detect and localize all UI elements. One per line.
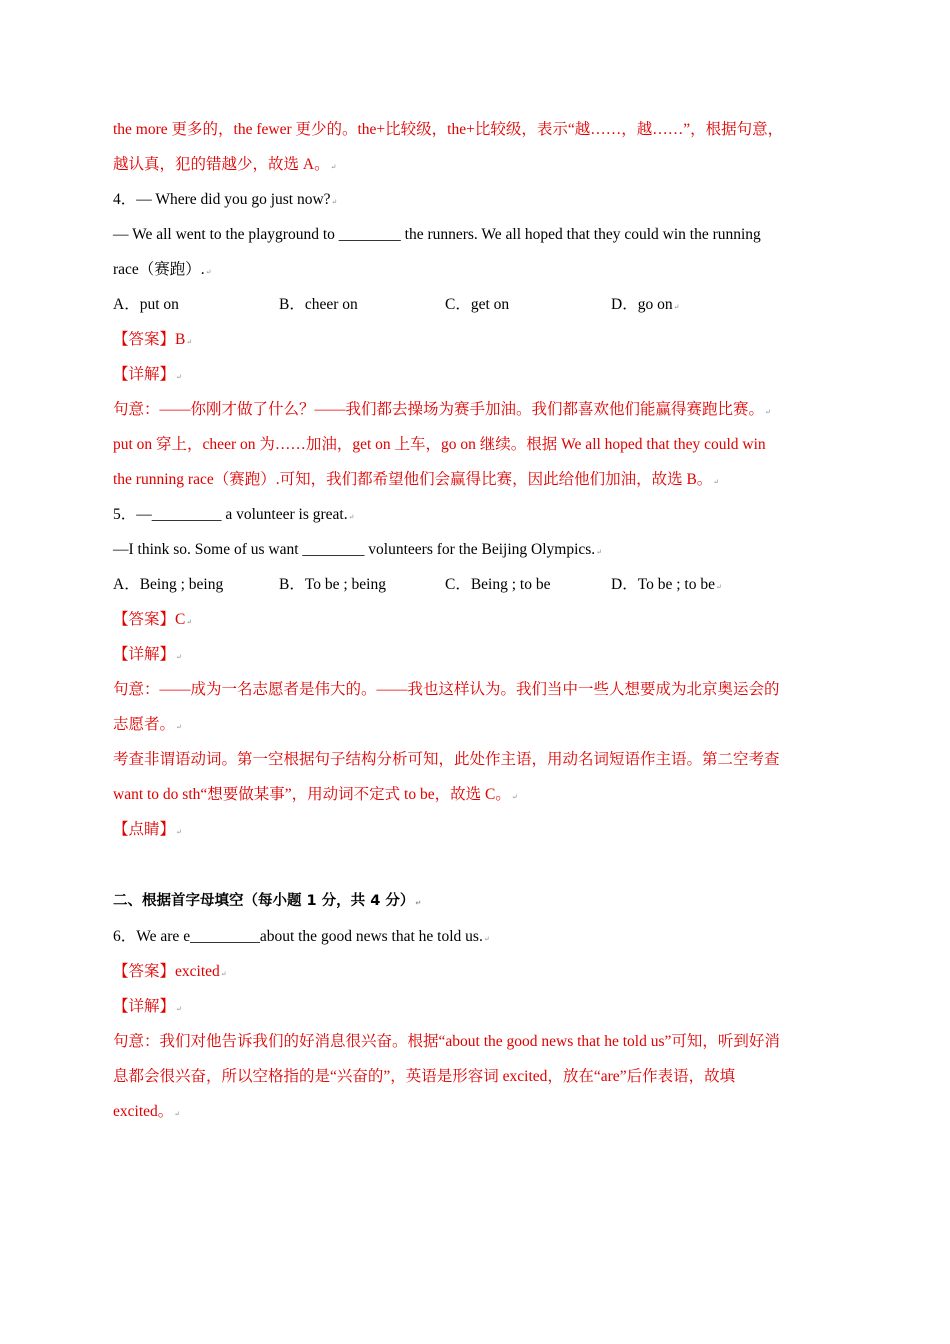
q4-prompt-line-1: 4．— Where did you go just now?↵ [113,191,338,208]
q5-detail-label: 【详解】↵ [113,646,182,663]
q4-option-a: A．put on [113,296,179,313]
q5-prompt-line-2: —I think so. Some of us want ________ volunteers for the Beijing Olympics.↵ [113,541,603,558]
paragraph-mark: ↵ [186,338,193,346]
paragraph-mark: ↵ [415,899,422,907]
q6-prompt: 6．We are e_________about the good news that he told us.↵ [113,928,490,945]
paragraph-mark: ↵ [330,163,337,171]
paragraph-mark: ↵ [596,548,603,556]
q4-option-d: D．go on↵ [611,296,680,313]
q5-options [113,567,838,602]
q6-explanation-line-3: excited。↵ [113,1103,181,1120]
q5-option-d: D．To be ; to be↵ [611,576,722,593]
document-page [113,112,838,1129]
q5-option-a: A．Being ; being [113,576,224,593]
paragraph-mark: ↵ [176,653,182,661]
q4-explanation-line-3: the running race（赛跑）.可知，我们都希望他们会赢得比赛，因此给他们加油，故选 B。↵ [113,471,720,488]
q4-option-c: C．get on [445,296,510,313]
paragraph-mark: ↵ [186,618,193,626]
q5-explanation-line-4: want to do sth“想要做某事”，用动词不定式 to be，故选 C。↵ [113,786,518,803]
paragraph-mark: ↵ [511,793,518,801]
q4-options [113,287,838,322]
paragraph-mark: ↵ [220,970,227,978]
paragraph-mark: ↵ [174,1110,181,1118]
paragraph-mark: ↵ [673,303,680,311]
q5-tip-label: 【点睛】↵ [113,821,182,838]
q5-explanation-line-3: 考查非谓语动词。第一空根据句子结构分析可知，此处作主语，用动名词短语作主语。第二空考查 [113,751,780,768]
q4-detail-label: 【详解】↵ [113,366,182,383]
paragraph-mark: ↵ [348,513,355,521]
q4-option-b: B．cheer on [279,296,358,313]
q6-answer: 【答案】excited↵ [113,963,227,980]
paragraph-mark: ↵ [765,408,771,416]
section-2-heading: 二、根据首字母填空（每小题 1 分，共 4 分）↵ [113,893,422,909]
paragraph-mark: ↵ [176,723,182,731]
q4-explanation-line-2: put on 穿上，cheer on 为……加油，get on 上车，go on 继续。根据 We all hoped that they could win [113,436,766,453]
section-spacer [113,847,838,884]
q3-explanation-line-1: the more 更多的，the fewer 更少的。the+比较级，the+比较级，表示“越……，越……”，根据句意， [113,121,784,138]
q5-option-c: C．Being ; to be [445,576,551,593]
paragraph-mark: ↵ [205,268,212,276]
q6-detail-label: 【详解】↵ [113,998,182,1015]
q6-explanation-line-2: 息都会很兴奋，所以空格指的是“兴奋的”，英语是形容词 excited，放在“are”后作表语，故填 [113,1068,736,1085]
q5-option-b: B．To be ; being [279,576,386,593]
paragraph-mark: ↵ [483,935,490,943]
q5-prompt-line-1: 5．—_________ a volunteer is great.↵ [113,506,355,523]
q5-explanation-line-2: 志愿者。↵ [113,716,182,733]
q5-answer: 【答案】C↵ [113,611,193,628]
q6-explanation-line-1: 句意：我们对他告诉我们的好消息很兴奋。根据“about the good news that he told us”可知，听到好消 [113,1033,780,1050]
paragraph-mark: ↵ [713,478,720,486]
q5-explanation-line-1: 句意：——成为一名志愿者是伟大的。——我也这样认为。我们当中一些人想要成为北京奥运会的 [113,681,780,698]
q4-answer: 【答案】B↵ [113,331,193,348]
q4-prompt-line-2: — We all went to the playground to ________ the runners. We all hoped that they could win the running [113,226,761,243]
q3-explanation-line-2: 越认真，犯的错越少，故选 A。↵ [113,156,337,173]
q4-prompt-line-3: race（赛跑）.↵ [113,261,212,278]
paragraph-mark: ↵ [176,1005,182,1013]
paragraph-mark: ↵ [331,198,338,206]
q4-explanation-line-1: 句意：——你刚才做了什么？——我们都去操场为赛手加油。我们都喜欢他们能赢得赛跑比赛。↵ [113,401,771,418]
paragraph-mark: ↵ [176,373,182,381]
paragraph-mark: ↵ [176,828,182,836]
paragraph-mark: ↵ [715,583,722,591]
